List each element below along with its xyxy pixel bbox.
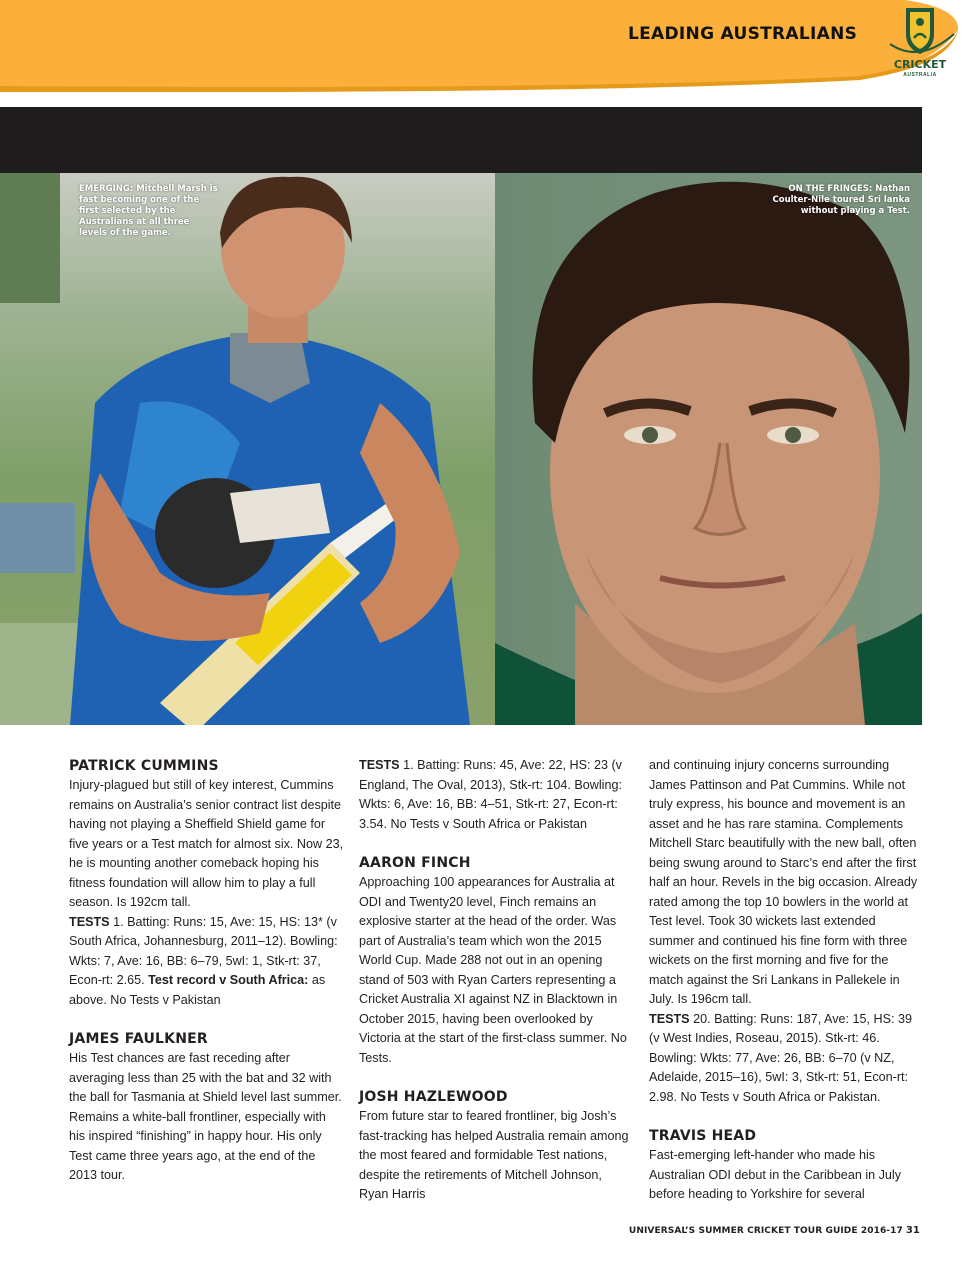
text-column-3 <box>649 756 924 1205</box>
heading-patrick-cummins: PATRICK CUMMINS <box>69 758 219 774</box>
tests-text: 1. Batting: Runs: 45, Ave: 22, HS: 23 (v England, The Oval, 2013), Stk-rt: 104. Bowling: Wkts: 6, Ave: 16, BB: 4–51, Stk-rt: 27, Econ-rt: 3.54. No Tests v South Africa or Pakistan <box>359 758 622 831</box>
caption-mitchell-marsh: EMERGING: Mitchell Marsh is fast becoming one of the first selected by the Australians at all three levels of the game. <box>79 184 218 238</box>
heading-james-faulkner: JAMES FAULKNER <box>69 1031 208 1047</box>
bio-josh-hazlewood: From future star to feared frontliner, big Josh’s fast-tracking has helped Australia remain among the most feared and formidable Test nations, despite the retirements of Mitchell Johnson, Ryan Harris <box>359 1109 629 1201</box>
heading-travis-head: TRAVIS HEAD <box>649 1128 757 1144</box>
tests-label: TESTS <box>359 758 400 772</box>
logo-subtext: AUSTRALIA <box>903 72 937 78</box>
stats-josh-hazlewood <box>649 1010 924 1108</box>
bio-james-faulkner: His Test chances are fast receding after averaging less than 25 with the bat and 32 with the ball for Tasmania at Shield level last summer. Remains a white-ball frontliner, especially with his inspired “finishing” in happy hour. His only Test came three years ago, at the end of the 2013 tour. <box>69 1051 342 1182</box>
record-label: Test record v South Africa: <box>148 973 309 987</box>
section-title: LEADING AUSTRALIANS <box>628 24 858 44</box>
text-column-2 <box>359 756 634 1205</box>
photo-mitchell-marsh <box>0 173 495 725</box>
bio-aaron-finch: Approaching 100 appearances for Australia at ODI and Twenty20 level, Finch remains an explosive starter at the head of the order. Was part of Australia’s team which won the 2015 World Cup. Made 288 not out in an opening stand of 503 with Ryan Carters representing a Cricket Australia XI against NZ in Blacktown in October 2015, having been overlooked by Victoria at the start of the first-class summer. No Tests. <box>359 875 627 1065</box>
publication-title: UNIVERSAL’S SUMMER CRICKET TOUR GUIDE 2016-17 <box>628 1226 903 1236</box>
tests-text: 20. Batting: Runs: 187, Ave: 15, HS: 39 (v West Indies, Roseau, 2015). Stk-rt: 46. Bowling: Wkts: 77, Ave: 26, BB: 6–70 (v NZ, Adelaide, 2015–16), 5wI: 3, Stk-rt: 51, Econ-rt: 2.98. No Tests v South Africa or Pakistan. <box>649 1011 912 1104</box>
logo-text: CRICKET <box>893 58 947 71</box>
page-footer <box>629 1225 920 1236</box>
tests-label: TESTS <box>69 914 110 929</box>
photo-nathan-coulter-nile <box>495 173 922 725</box>
tests-label: TESTS <box>649 1011 690 1026</box>
caption-nathan-coulter-nile: ON THE FRINGES: Nathan Coulter-Nile toured Sri lanka without playing a Test. <box>772 184 910 216</box>
heading-josh-hazlewood: JOSH HAZLEWOOD <box>359 1089 508 1105</box>
bio-patrick-cummins: Injury-plagued but still of key interest, Cummins remains on Australia’s senior contract list despite having not playing a Sheffield Shield game for five years or a Test match for almost six. Now 23, he is mounting another comeback hoping his fitness foundation will allow him to play a full season. Is 192cm tall. <box>69 778 344 909</box>
header-swoosh <box>0 0 967 92</box>
shield-icon <box>884 4 956 60</box>
stats-patrick-cummins <box>69 913 344 1011</box>
cricket-australia-logo <box>884 4 956 84</box>
record-text: as above. No Tests v Pakistan <box>69 973 326 1007</box>
photo-title-bar <box>0 107 922 173</box>
bio-travis-head: Fast-emerging left-hander who made his Australian ODI debut in the Caribbean in July before heading to Yorkshire for several <box>649 1148 902 1201</box>
tests-text: 1. Batting: Runs: 15, Ave: 15, HS: 13* (v South Africa, Johannesburg, 2011–12). Bowling: Wkts: 7, Ave: 16, BB: 6–79, 5wI: 1, Stk-rt: 37, Econ-rt: 2.65. <box>69 914 338 987</box>
stats-james-faulkner <box>359 756 634 834</box>
bio-josh-hazlewood-continued: and continuing injury concerns surrounding James Pattinson and Pat Cummins. While not truly express, his bounce and movement is an asset and he has rare stamina. Complements Mitchell Starc beautifully with the new ball, often being swung around to Starc’s end after the first half an hour. Revels in the big occasion. Already rated among the top 10 bowlers in the world at Test level. Took 30 wickets last extended summer and continued his fine form with three wickets on the first morning and five for the match against the Sri Lankans in Pallekele in July. Is 196cm tall. <box>649 758 918 1006</box>
heading-aaron-finch: AARON FINCH <box>359 855 471 871</box>
page-number: 31 <box>905 1225 920 1236</box>
header-band <box>0 0 967 92</box>
text-column-1 <box>69 756 344 1186</box>
